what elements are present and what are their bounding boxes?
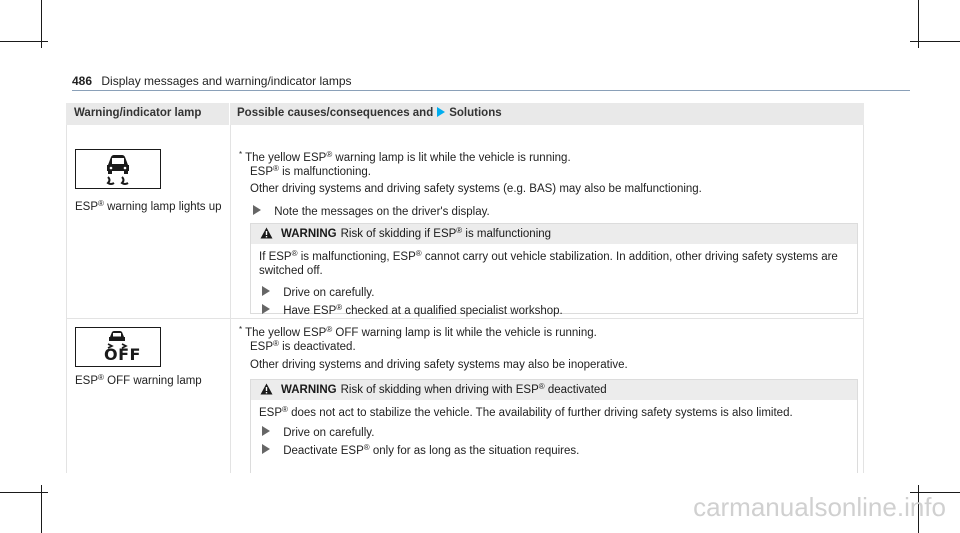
header-rule (72, 90, 910, 91)
page-number: 486 (72, 74, 93, 88)
col2-header-text: Possible causes/consequences and (237, 107, 434, 119)
watermark: carmanualsonline.info (693, 492, 946, 522)
col2-header-solutions: Solutions (449, 107, 502, 119)
warning-header (251, 224, 857, 244)
table-row (66, 125, 864, 319)
cause-line: * The yellow ESP® warning lamp is lit while the vehicle is running. (239, 150, 571, 164)
lamp-label: ESP® OFF warning lamp (75, 373, 202, 387)
crop-mark (0, 41, 48, 42)
table-header (66, 103, 864, 125)
warning-step: Deactivate ESP® only for as long as the situation requires. (262, 444, 579, 457)
warning-box (250, 379, 858, 473)
esp-off-lamp-icon (75, 327, 161, 367)
col1-header: Warning/indicator lamp (74, 107, 202, 119)
lamp-label: ESP® warning lamp lights up (75, 199, 222, 213)
cause-line: Other driving systems and driving safety systems may also be inoperative. (250, 359, 628, 371)
table-row (66, 319, 864, 473)
warning-title: WARNING Risk of skidding when driving with ESP® deactivated (281, 382, 607, 396)
step-arrow-icon (253, 205, 261, 215)
warning-header (251, 380, 857, 400)
column-separator (230, 319, 231, 473)
crop-mark (910, 41, 960, 42)
lamp-table (66, 103, 864, 473)
running-header (72, 74, 352, 88)
step-arrow-icon (262, 286, 270, 296)
warning-box (250, 223, 858, 317)
warning-title: WARNING Risk of skidding if ESP® is malfunctioning (281, 226, 552, 240)
step-arrow-icon (262, 304, 270, 314)
solution-step: Note the messages on the driver's display. (253, 205, 490, 218)
off-text: OFF (104, 345, 141, 364)
warning-triangle-icon (260, 383, 273, 395)
header-separator (229, 103, 230, 125)
esp-lamp-icon (75, 149, 161, 189)
cause-line: ESP® is malfunctioning. (250, 164, 371, 178)
cause-line: * The yellow ESP® OFF warning lamp is lit while the vehicle is running. (239, 325, 597, 339)
warning-step: Drive on carefully. (262, 426, 374, 439)
warning-triangle-icon (260, 227, 273, 239)
solutions-arrow-icon (437, 107, 445, 117)
chapter-title: Display messages and warning/indicator lamps (101, 74, 352, 88)
cause-line: ESP® is deactivated. (250, 339, 356, 353)
crop-mark (0, 492, 48, 493)
step-arrow-icon (262, 426, 270, 436)
warning-step: Drive on carefully. (262, 286, 374, 299)
column-separator (230, 125, 231, 318)
cause-line: Other driving systems and driving safety systems (e.g. BAS) may also be malfunctioning. (250, 183, 702, 195)
warning-body: If ESP® is malfunctioning, ESP® cannot carry out vehicle stabilization. In addition, other driving safety systems are (259, 249, 838, 263)
warning-body: switched off. (259, 265, 323, 277)
warning-step: Have ESP® checked at a qualified specialist workshop. (262, 304, 563, 317)
col2-header (237, 107, 502, 119)
warning-body: ESP® does not act to stabilize the vehicle. The availability of further driving safety systems is also limited. (259, 405, 793, 419)
step-arrow-icon (262, 444, 270, 454)
